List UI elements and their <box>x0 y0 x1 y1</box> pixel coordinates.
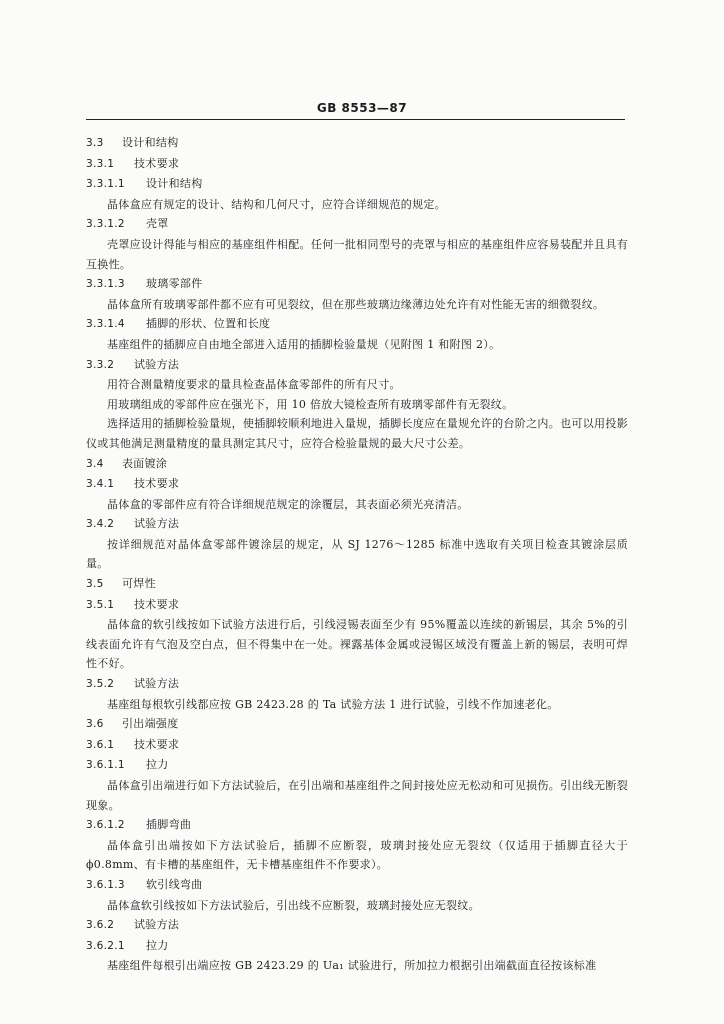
section-heading <box>86 474 628 495</box>
section-number: 3.5.2 <box>86 678 115 691</box>
section-number: 3.3.1.3 <box>86 278 125 291</box>
section-number: 3.4.2 <box>86 518 115 531</box>
section-heading <box>86 875 628 896</box>
section-heading <box>86 274 628 295</box>
section-title: 试验方法 <box>134 517 180 531</box>
section-title: 引出端强度 <box>122 717 179 731</box>
section-heading <box>86 214 628 235</box>
document-body <box>86 133 628 976</box>
section-heading <box>86 915 628 936</box>
section-title: 表面镀涂 <box>122 456 168 470</box>
section-title: 拉力 <box>146 758 169 772</box>
paragraph: 晶体盒所有玻璃零部件都不应有可见裂纹，但在那些玻璃边缘薄边处允许有对性能无害的细微裂纹。 <box>107 297 605 311</box>
section-heading <box>86 154 628 175</box>
section-number: 3.4.1 <box>86 478 115 491</box>
section-title: 玻璃零部件 <box>146 277 203 291</box>
section-number: 3.6.2.1 <box>86 939 125 952</box>
section-title: 设计和结构 <box>146 177 203 191</box>
section-title: 壳罩 <box>146 217 169 231</box>
paragraph: 基座组每根软引线都应按 GB 2423.28 的 Ta 试验方法 1 进行试验，引线不作加速老化。 <box>107 697 559 711</box>
section-title: 试验方法 <box>134 357 180 371</box>
section-number: 3.4 <box>86 457 104 470</box>
section-title: 技术要求 <box>134 156 180 170</box>
paragraph: 基座组件每根引出端应按 GB 2423.29 的 Ua₁ 试验进行，所加拉力根据引出端截面直径按该标准 <box>107 959 597 973</box>
section-number: 3.6.1.1 <box>86 759 125 772</box>
section-heading <box>86 514 628 535</box>
paragraph: 用符合测量精度要求的量具检查晶体盒零部件的所有尺寸。 <box>107 378 401 392</box>
paragraph: 壳罩应设计得能与相应的基座组件相配。任何一批相同型号的壳罩与相应的基座组件应容易装配并且具有互换性。 <box>86 237 628 271</box>
section-title: 设计和结构 <box>122 136 179 149</box>
paragraph: 晶体盒软引线按如下方法试验后，引出线不应断裂，玻璃封接处应无裂纹。 <box>107 898 480 912</box>
section-title: 试验方法 <box>134 918 180 932</box>
section-title: 技术要求 <box>134 477 180 491</box>
section-title: 插脚弯曲 <box>146 818 192 832</box>
section-number: 3.5 <box>86 578 104 591</box>
section-number: 3.3.1.4 <box>86 318 125 331</box>
header-rule <box>86 119 625 120</box>
paragraph: 用玻璃组成的零部件应在强光下，用 10 倍放大镜检查所有玻璃零部件有无裂纹。 <box>107 397 514 411</box>
section-number: 3.5.1 <box>86 598 115 611</box>
section-heading <box>86 133 628 154</box>
section-number: 3.3 <box>86 137 104 149</box>
section-heading <box>86 714 628 735</box>
section-heading <box>86 314 628 335</box>
section-number: 3.6.2 <box>86 919 115 932</box>
section-heading <box>86 936 628 957</box>
section-number: 3.6 <box>86 718 104 731</box>
section-number: 3.6.1 <box>86 738 115 751</box>
page-header: GB 8553—87 <box>316 101 408 115</box>
paragraph: 晶体盒应有规定的设计、结构和几何尺寸，应符合详细规范的规定。 <box>107 197 446 211</box>
paragraph: 基座组件的插脚应自由地全部进入适用的插脚检验量规（见附图 1 和附图 2）。 <box>107 337 501 351</box>
section-title: 技术要求 <box>134 737 180 751</box>
section-heading <box>86 674 628 695</box>
section-number: 3.3.1.1 <box>86 178 125 191</box>
section-title: 技术要求 <box>134 597 180 611</box>
section-title: 可焊性 <box>122 577 156 591</box>
paragraph: 选择适用的插脚检验量规，使插脚较顺利地进入量规，插脚长度应在量规允许的台阶之内。也可以用投影仪或其他满足测量精度的量具测定其尺寸，应符合检验量规的最大尺寸公差。 <box>86 417 628 450</box>
paragraph: 晶体盒的软引线按如下试验方法进行后，引线浸锡表面至少有 95%覆盖以连续的新锡层，其余 5%的引线表面允许有气泡及空白点，但不得集中在一处。裸露基体金属或浸锡区域没有覆盖上新的锡层，表明可焊性不好。 <box>86 618 628 671</box>
section-heading <box>86 174 628 195</box>
section-heading <box>86 735 628 756</box>
section-number: 3.3.1.2 <box>86 218 125 231</box>
paragraph: 晶体盒引出端按如下方法试验后，插脚不应断裂，玻璃封接处应无裂纹（仅适用于插脚直径大于ϕ0.8mm、有卡槽的基座组件，无卡槽基座组件不作要求）。 <box>86 838 628 872</box>
section-title: 试验方法 <box>134 677 180 691</box>
paragraph: 晶体盒引出端进行如下方法试验后，在引出端和基座组件之间封接处应无松动和可见损伤。引出线无断裂现象。 <box>86 779 628 812</box>
section-number: 3.3.1 <box>86 157 115 170</box>
section-heading <box>86 755 628 776</box>
section-heading <box>86 815 628 836</box>
section-heading <box>86 355 628 376</box>
section-title: 插脚的形状、位置和长度 <box>146 317 271 331</box>
paragraph: 晶体盒的零部件应有符合详细规范规定的涂覆层，其表面必须光亮清洁。 <box>107 497 469 511</box>
section-heading <box>86 454 628 475</box>
section-title: 拉力 <box>146 938 169 952</box>
section-number: 3.6.1.2 <box>86 819 125 832</box>
section-title: 软引线弯曲 <box>146 877 203 891</box>
section-heading <box>86 574 628 595</box>
section-heading <box>86 595 628 616</box>
section-number: 3.6.1.3 <box>86 878 125 891</box>
paragraph: 按详细规范对晶体盒零部件镀涂层的规定，从 SJ 1276～1285 标准中选取有关项目检查其镀涂层质量。 <box>86 537 628 571</box>
section-number: 3.3.2 <box>86 358 115 371</box>
